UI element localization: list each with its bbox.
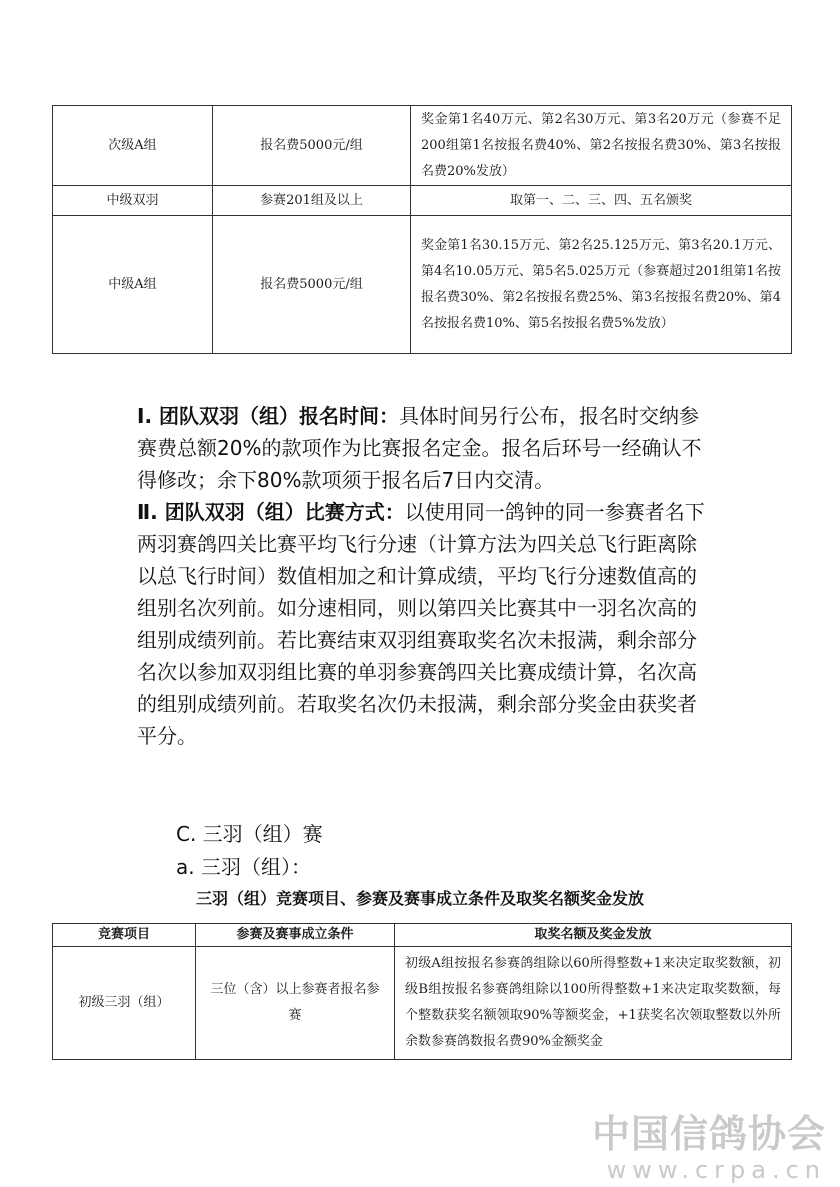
table-cell-condition: 报名费5000元/组: [213, 106, 411, 186]
paragraph-text: 以使用同一鸽钟的同一参赛者名下两羽赛鸽四关比赛平均飞行分速（计算方法为四关总飞行距离除以总飞行时间）数值相加之和计算成绩，平均飞行分速数值高的组别名次列前。如分速相同，则以第四关比赛其中一羽名次高的组别成绩列前。若比赛结束双羽组赛取奖名次未报满，剩余部分名次以参加双羽组比赛的单羽参赛鸽四关比赛成绩计算，名次高的组别成绩列前。若取奖名次仍未报满，剩余部分奖金由获奖者平分。: [137, 500, 705, 748]
table-cell-prize: 奖金第1名30.15万元、第2名25.125万元、第3名20.1万元、第4名10.05万元、第5名5.025万元（参赛超过201组第1名按报名费30%、第2名按报名费25%、第3名按报名费20%、第4名按报名费10%、第5名按报名费5%发放）: [411, 216, 792, 354]
table-row: [53, 947, 792, 1060]
table-cell-item: 中级双羽: [53, 186, 213, 216]
table-row: [53, 186, 792, 216]
prize-table-three-bird: [52, 923, 792, 1060]
table-cell-item: 初级三羽（组）: [53, 947, 196, 1060]
section-heading-c: C. 三羽（组）赛: [176, 822, 323, 846]
paragraph-label: Ⅱ. 团队双羽（组）比赛方式：: [137, 500, 405, 524]
watermark-name: 中国信鸽协会: [591, 1112, 826, 1156]
watermark-logo: [592, 1112, 826, 1184]
watermark-url: www.crpa.cn: [606, 1156, 826, 1184]
table-cell-prize: 初级A组按报名参赛鸽组除以60所得整数+1来决定取奖数额，初级B组按报名参赛鸽组除以100所得整数+1来决定取奖数额，每个整数获奖名额领取90%等额奖金，+1获奖名次领取整数以外所余数参赛鸽数报名费90%金额奖金: [395, 947, 792, 1060]
table-row: [53, 216, 792, 354]
paragraph-competition-method: [137, 496, 715, 752]
column-header: 取奖名额及奖金发放: [395, 924, 792, 947]
table-cell-item: 中级A组: [53, 216, 213, 354]
table-cell-prize: 奖金第1名40万元、第2名30万元、第3名20万元（参赛不足200组第1名按报名费40%、第2名按报名费30%、第3名按报名费20%发放）: [411, 106, 792, 186]
section-heading-a: a. 三羽（组）：: [176, 855, 311, 879]
table-cell-condition: 报名费5000元/组: [213, 216, 411, 354]
paragraph-registration-time: [137, 400, 715, 496]
table-cell-condition: 三位（含）以上参赛者报名参赛: [196, 947, 395, 1060]
table-cell-prize: 取第一、二、三、四、五名颁奖: [411, 186, 792, 216]
column-header: 参赛及赛事成立条件: [196, 924, 395, 947]
table-row: [53, 106, 792, 186]
table-header-row: [53, 924, 792, 947]
prize-table-upper: [52, 105, 792, 354]
table-cell-condition: 参赛201组及以上: [213, 186, 411, 216]
paragraph-label: Ⅰ. 团队双羽（组）报名时间：: [137, 404, 400, 428]
table-cell-item: 次级A组: [53, 106, 213, 186]
paragraph-text: 具体时间另行公布，报名时交纳参赛费总额20%的款项作为比赛报名定金。报名后环号一经确认不得修改；余下80%款项须于报名后7日内交清。: [137, 404, 702, 492]
table-caption: 三羽（组）竞赛项目、参赛及赛事成立条件及取奖名额奖金发放: [195, 889, 644, 908]
column-header: 竞赛项目: [53, 924, 196, 947]
